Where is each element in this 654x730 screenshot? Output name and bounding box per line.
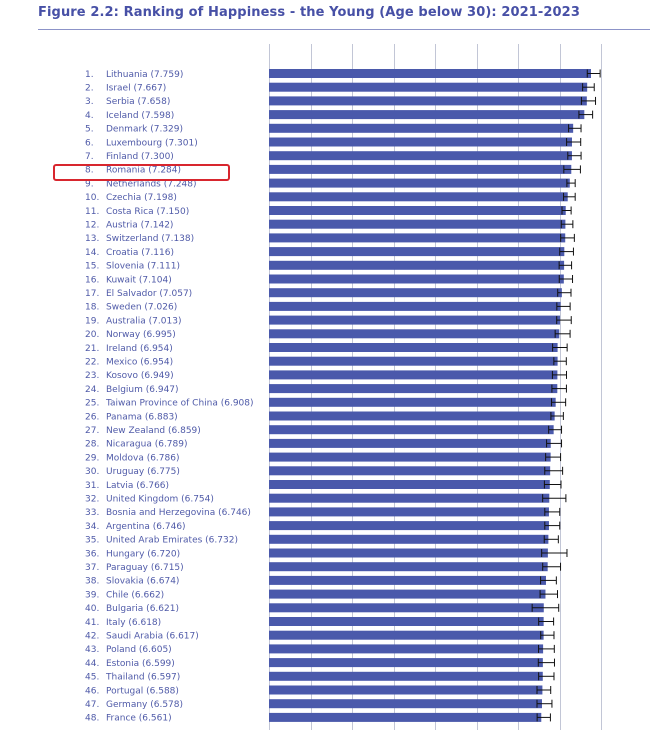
bar	[269, 617, 544, 626]
rank-number: 25.	[85, 398, 100, 409]
country-label: Romania (7.284)	[106, 165, 182, 176]
bar	[269, 603, 544, 612]
rank-number: 44.	[85, 658, 100, 669]
bar	[269, 466, 550, 475]
country-label: Croatia (7.116)	[106, 247, 175, 258]
bar	[269, 96, 587, 105]
bar	[269, 672, 543, 681]
rank-number: 34.	[85, 521, 100, 532]
rank-number: 26.	[85, 412, 100, 423]
bar	[269, 699, 542, 708]
country-label: Netherlands (7.248)	[106, 179, 197, 190]
bar	[269, 370, 557, 379]
bar	[269, 288, 562, 297]
rank-number: 1.	[85, 69, 94, 80]
rank-number: 37.	[85, 563, 100, 573]
country-label: Czechia (7.198)	[106, 193, 177, 204]
bar	[269, 83, 587, 92]
country-label: Bosnia and Herzegovina (6.746)	[106, 508, 251, 519]
rank-number: 35.	[85, 535, 100, 546]
country-label: Slovenia (7.111)	[106, 261, 180, 272]
bar	[269, 261, 564, 270]
bar	[269, 686, 542, 695]
country-label: Costa Rica (7.150)	[106, 206, 190, 217]
rank-number: 9.	[85, 179, 94, 190]
bar	[269, 535, 548, 544]
rank-number: 12.	[85, 220, 100, 231]
bar	[269, 151, 572, 160]
country-label: Estonia (6.599)	[106, 658, 175, 669]
bar	[269, 658, 543, 667]
country-label: Bulgaria (6.621)	[106, 604, 179, 615]
figure-title: Figure 2.2: Ranking of Happiness - the Young (Age below 30): 2021-2023	[38, 5, 580, 20]
country-label: Chile (6.662)	[106, 590, 165, 601]
bar	[269, 247, 564, 256]
rank-number: 2.	[85, 83, 94, 94]
highlight-box-romania	[53, 164, 230, 181]
country-label: New Zealand (6.859)	[106, 426, 201, 436]
country-label: Australia (7.013)	[106, 316, 182, 327]
rank-number: 47.	[85, 700, 100, 710]
country-label: Slovakia (6.674)	[106, 576, 180, 587]
country-label: Lithuania (7.759)	[106, 69, 184, 80]
country-label: Germany (6.578)	[106, 700, 184, 710]
bar	[269, 316, 560, 325]
country-label: Nicaragua (6.789)	[106, 439, 188, 450]
rank-number: 46.	[85, 686, 100, 697]
bar	[269, 329, 559, 338]
country-label: Portugal (6.588)	[106, 686, 179, 697]
rank-number: 27.	[85, 426, 100, 436]
rank-number: 16.	[85, 275, 100, 286]
rank-number: 40.	[85, 604, 100, 615]
bar	[269, 220, 565, 229]
country-label: Italy (6.618)	[106, 617, 162, 628]
rank-number: 32.	[85, 494, 100, 505]
bar	[269, 644, 543, 653]
country-label: Finland (7.300)	[106, 152, 174, 162]
country-label: France (6.561)	[106, 713, 172, 724]
country-label: Denmark (7.329)	[106, 124, 184, 135]
bar	[269, 480, 550, 489]
country-label: United Arab Emirates (6.732)	[106, 535, 238, 546]
rank-number: 36.	[85, 549, 100, 560]
country-label: Mexico (6.954)	[106, 357, 174, 368]
rank-number: 22.	[85, 357, 100, 368]
country-label: Serbia (7.658)	[106, 97, 171, 108]
country-label: Latvia (6.766)	[106, 480, 170, 491]
bar	[269, 233, 565, 242]
bar	[269, 631, 544, 640]
bar	[269, 521, 549, 530]
country-label: Moldova (6.786)	[106, 453, 180, 464]
bar	[269, 590, 545, 599]
bar	[269, 425, 554, 434]
bar	[269, 357, 558, 366]
country-label: Austria (7.142)	[106, 220, 174, 231]
country-label: Paraguay (6.715)	[106, 563, 184, 573]
bar	[269, 398, 556, 407]
country-label: Norway (6.995)	[106, 330, 176, 341]
rank-number: 29.	[85, 453, 100, 464]
bar	[269, 453, 551, 462]
rank-number: 13.	[85, 234, 100, 245]
country-label: Saudi Arabia (6.617)	[106, 631, 199, 642]
country-label: Kuwait (7.104)	[106, 275, 172, 286]
bar	[269, 110, 584, 119]
rank-number: 45.	[85, 672, 100, 683]
country-label: Israel (7.667)	[106, 83, 167, 94]
country-label: United Kingdom (6.754)	[106, 494, 214, 505]
bar	[269, 343, 558, 352]
bar	[269, 576, 546, 585]
rank-number: 17.	[85, 289, 100, 299]
rank-number: 18.	[85, 302, 100, 313]
bar	[269, 713, 541, 722]
bar	[269, 507, 549, 516]
rank-number: 4.	[85, 110, 94, 121]
bar	[269, 69, 591, 78]
rank-number: 15.	[85, 261, 100, 272]
rank-number: 7.	[85, 152, 94, 162]
country-label: El Salvador (7.057)	[106, 289, 193, 299]
rank-number: 23.	[85, 371, 100, 382]
bar	[269, 384, 557, 393]
rank-number: 33.	[85, 508, 100, 519]
country-label: Ireland (6.954)	[106, 343, 173, 354]
bar	[269, 549, 548, 558]
bar	[269, 275, 564, 284]
bar	[269, 124, 573, 133]
bar	[269, 138, 572, 147]
rank-number: 21.	[85, 343, 100, 354]
rank-number: 42.	[85, 631, 100, 642]
rank-number: 10.	[85, 193, 100, 204]
rank-number: 30.	[85, 467, 100, 478]
country-label: Kosovo (6.949)	[106, 371, 174, 382]
bar	[269, 412, 555, 421]
country-label: Argentina (6.746)	[106, 521, 186, 532]
bar	[269, 192, 568, 201]
country-label: Uruguay (6.775)	[106, 467, 180, 478]
rank-number: 39.	[85, 590, 100, 601]
country-label: Thailand (6.597)	[106, 672, 181, 683]
bar	[269, 562, 548, 571]
bar	[269, 165, 571, 174]
country-label: Iceland (7.598)	[106, 110, 175, 121]
rank-number: 8.	[85, 165, 94, 176]
rank-number: 19.	[85, 316, 100, 327]
rank-number: 48.	[85, 713, 100, 724]
country-label: Sweden (7.026)	[106, 302, 178, 313]
rank-number: 43.	[85, 645, 100, 656]
country-label: Switzerland (7.138)	[106, 234, 195, 245]
country-label: Poland (6.605)	[106, 645, 172, 656]
bar	[269, 494, 549, 503]
country-label: Taiwan Province of China (6.908)	[106, 398, 254, 409]
country-label: Belgium (6.947)	[106, 384, 179, 395]
rank-number: 41.	[85, 617, 100, 628]
rank-number: 5.	[85, 124, 94, 135]
country-label: Hungary (6.720)	[106, 549, 181, 560]
bars	[269, 69, 591, 722]
rank-number: 20.	[85, 330, 100, 341]
bar	[269, 206, 566, 215]
rank-number: 24.	[85, 384, 100, 395]
rank-number: 11.	[85, 206, 100, 217]
rank-number: 38.	[85, 576, 100, 587]
rank-number: 6.	[85, 138, 94, 149]
bar	[269, 302, 561, 311]
bar	[269, 439, 551, 448]
country-label: Luxembourg (7.301)	[106, 138, 198, 149]
rank-number: 28.	[85, 439, 100, 450]
rank-number: 3.	[85, 97, 94, 108]
rank-number: 31.	[85, 480, 100, 491]
rank-number: 14.	[85, 247, 100, 258]
bar	[269, 179, 570, 188]
country-label: Panama (6.883)	[106, 412, 178, 423]
